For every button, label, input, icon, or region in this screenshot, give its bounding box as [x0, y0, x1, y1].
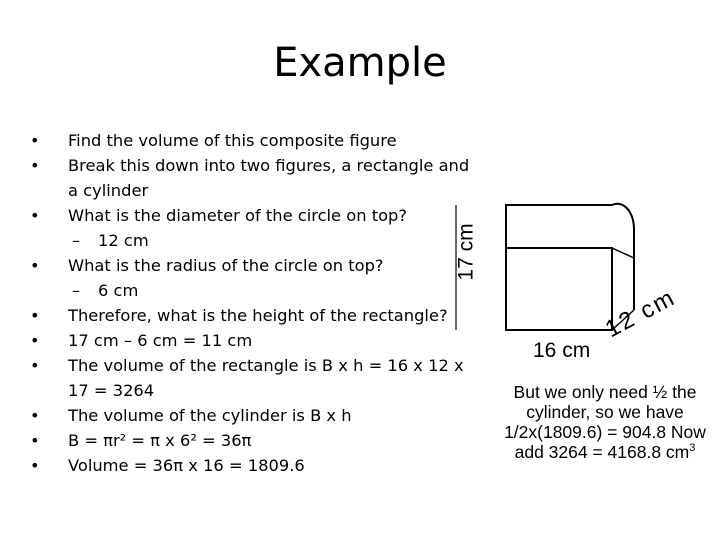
height-label: 17 cm — [454, 223, 478, 281]
box-depth-edge — [612, 248, 634, 258]
bullet-text: • What is the diameter of the circle on top? — [68, 206, 408, 225]
bullet-text: • Find the volume of this composite figure — [68, 131, 397, 150]
bullet-text: – 6 cm — [98, 281, 139, 300]
answer-note-superscript: 3 — [689, 442, 696, 455]
half-cylinder-outline — [506, 205, 612, 248]
bullet-text: • The volume of the cylinder is B x h — [68, 406, 352, 425]
width-label: 12 cm — [600, 283, 681, 344]
slide-title: Example — [273, 40, 447, 86]
bullet-text: – 12 cm — [98, 231, 149, 250]
bullet-text: • The volume of the rectangle is B x h = 16 x 12 x 17 = 3264 — [68, 356, 464, 400]
bullet-text: • Volume = 36π x 16 = 1809.6 — [68, 456, 305, 475]
bullet-text: • Therefore, what is the height of the rectangle? — [68, 306, 448, 325]
length-label: 16 cm — [533, 339, 591, 362]
bullet-text: • 17 cm – 6 cm = 11 cm — [68, 331, 253, 350]
answer-note — [500, 382, 710, 462]
bullet-text: • Break this down into two figures, a rectangle and a cylinder — [68, 156, 470, 200]
rectangle-prism — [506, 248, 612, 330]
bullet-text: • What is the radius of the circle on top? — [68, 256, 384, 275]
answer-note-text: But we only need ½ the cylinder, so we have 1/2x(1809.6) = 904.8 Now add 3264 = 4168.8 cm — [504, 382, 706, 462]
bullet-text: • B = πr² = π x 6² = 36π — [68, 431, 252, 450]
